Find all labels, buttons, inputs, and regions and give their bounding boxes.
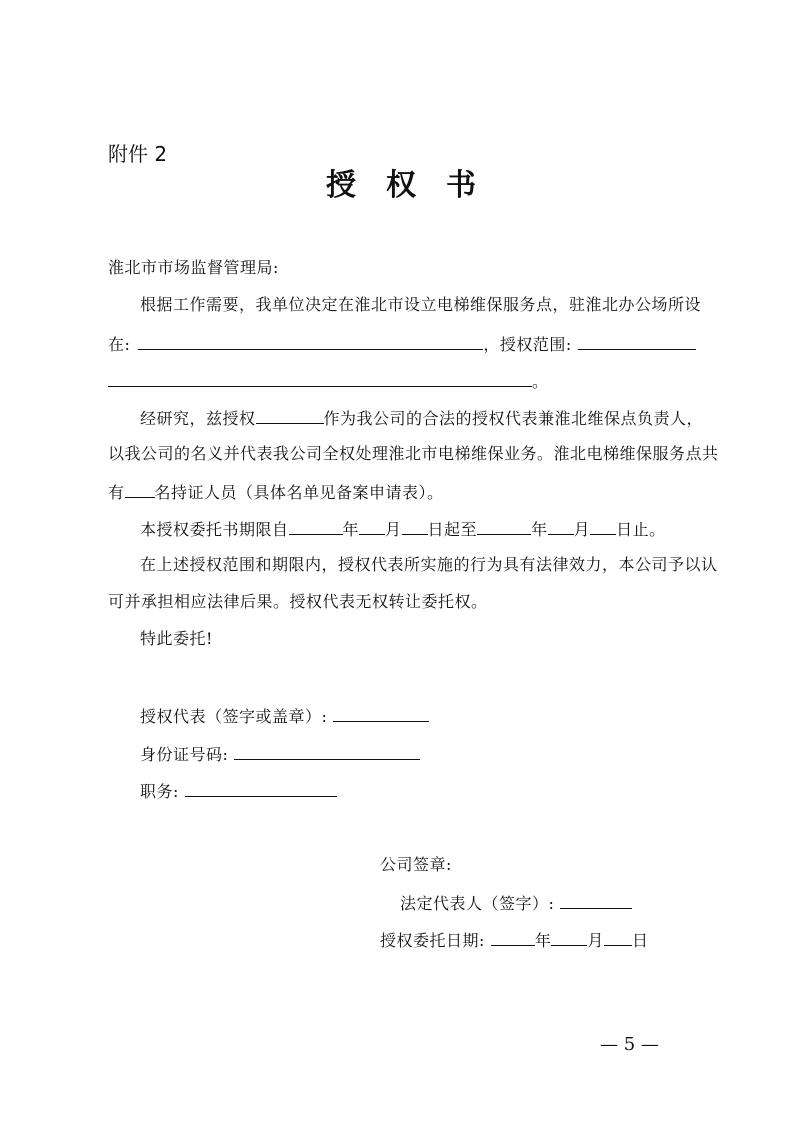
addressee: 淮北市市场监督管理局: — [108, 258, 279, 277]
representative-name-blank[interactable] — [256, 407, 324, 424]
scope-continuation-blank[interactable] — [108, 370, 532, 387]
paragraph-4-line-1: 在上述授权范围和期限内，授权代表所实施的行为具有法律效力，本公司予以认 — [140, 555, 718, 574]
end-day-blank[interactable] — [590, 518, 616, 535]
id-number-row: 身份证号码: — [140, 743, 420, 765]
paragraph-1-line-1: 根据工作需要，我单位决定在淮北市设立电梯维保服务点，驻淮北办公场所设 — [140, 295, 702, 314]
paragraph-2-line-3: 有 名持证人员（具体名单见备案申请表）。 — [108, 483, 444, 502]
document-title: 授权书 — [326, 168, 506, 203]
office-location-prefix: 在: — [108, 335, 131, 354]
start-year-blank[interactable] — [289, 518, 343, 535]
start-day-blank[interactable] — [402, 518, 428, 535]
closing-statement: 特此委托! — [140, 629, 213, 648]
date-day-blank[interactable] — [604, 929, 632, 946]
scope-end: 。 — [532, 372, 549, 391]
id-number-blank[interactable] — [234, 743, 420, 760]
certified-staff-count-blank[interactable] — [125, 481, 155, 498]
paragraph-4-line-2: 可并承担相应法律后果。授权代表无权转让委托权。 — [108, 592, 488, 611]
paragraph-1-line-3 — [108, 370, 549, 392]
position-row: 职务: — [140, 780, 337, 802]
end-year-blank[interactable] — [477, 518, 531, 535]
representative-signature-blank[interactable] — [333, 705, 429, 722]
page-number: — 5 — — [600, 1034, 659, 1055]
scope-label: ，授权范围: — [483, 335, 572, 354]
scope-blank[interactable] — [578, 333, 696, 350]
legal-representative-row: 法定代表人（签字）: — [400, 892, 632, 914]
end-month-blank[interactable] — [548, 518, 574, 535]
legal-representative-blank[interactable] — [560, 892, 632, 909]
paragraph-2-line-1: 经研究，兹授权 作为我公司的合法的授权代表兼淮北维保点负责人， — [140, 409, 704, 428]
paragraph-3-term: 本授权委托书期限自 年 月 日起至 年 月 日止。 — [140, 520, 666, 539]
date-month-blank[interactable] — [551, 929, 587, 946]
company-seal-label: 公司签章: — [380, 855, 452, 874]
paragraph-1-line-2 — [108, 333, 696, 355]
paragraph-2-line-2: 以我公司的名义并代表我公司全权处理淮北市电梯维保业务。淮北电梯维保服务点共 — [108, 444, 719, 463]
position-blank[interactable] — [185, 780, 337, 797]
start-month-blank[interactable] — [359, 518, 385, 535]
attachment-label: 附件 2 — [108, 142, 168, 166]
authorization-date-row: 授权委托日期: 年 月 日 — [380, 931, 649, 950]
date-year-blank[interactable] — [491, 929, 535, 946]
office-location-blank[interactable] — [138, 333, 483, 350]
representative-signature-row: 授权代表（签字或盖章）: — [140, 705, 429, 727]
